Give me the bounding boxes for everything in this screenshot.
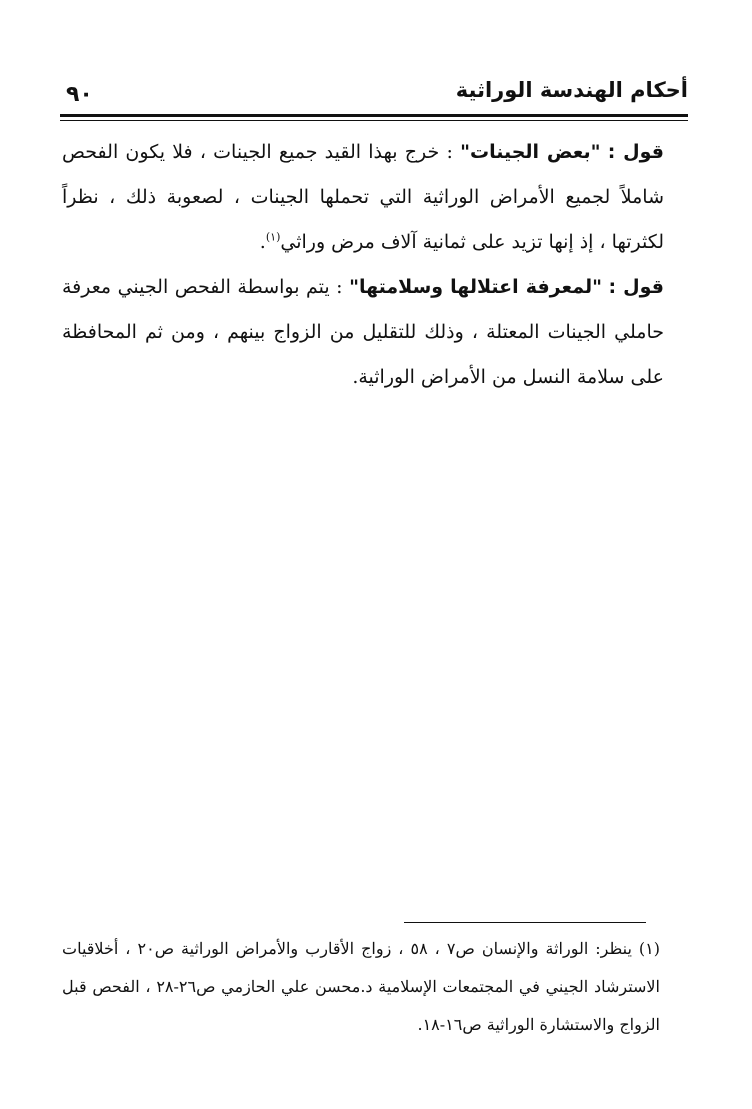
quoted-phrase: "لمعرفة اعتلالها وسلامتها" xyxy=(349,276,602,298)
paragraph-end: . xyxy=(259,231,266,253)
header-rule-thick xyxy=(60,114,688,117)
footnote-separator xyxy=(404,922,646,923)
paragraph-text: : خرج بهذا القيد جميع الجينات ، فلا يكون الفحص شاملاً لجميع الأمراض الوراثية التي تحملها الجينات ، لصعوبة ذلك ، نظراً لكثرتها ، إذ إنها تزيد على ثمانية آلاف مرض وراثي xyxy=(62,141,664,253)
footnote: (١) ينظر: الوراثة والإنسان ص٧ ، ٥٨ ، زواج الأقارب والأمراض الوراثية ص٢٠ ، أخلاقيات الاسترشاد الجيني في المجتمعات الإسلامية د.محسن علي الحازمي ص٢٦-٢٨ ، الفحص قبل الزواج والاستشارة الوراثية ص١٦-١٨. xyxy=(62,939,661,1034)
footnote-reference[interactable]: (١) xyxy=(265,230,281,244)
running-head xyxy=(60,72,688,112)
paragraph-prefix: قول : xyxy=(607,141,664,163)
footnotes xyxy=(62,930,660,1044)
main-text xyxy=(62,130,664,400)
header-rule-thin xyxy=(60,120,688,121)
page-number: ٩٠ xyxy=(66,82,93,107)
paragraph xyxy=(62,265,664,400)
book-title: أحكام الهندسة الوراثية xyxy=(455,78,688,102)
paragraph xyxy=(62,130,664,265)
paragraph-prefix: قول : xyxy=(608,276,664,298)
quoted-phrase: "بعض الجينات" xyxy=(460,141,601,163)
paragraph-text: : يتم بواسطة الفحص الجيني معرفة حاملي الجينات المعتلة ، وذلك للتقليل من الزواج بينهم ، ومن ثم المحافظة على سلامة النسل من الأمراض الوراثية. xyxy=(62,276,664,388)
